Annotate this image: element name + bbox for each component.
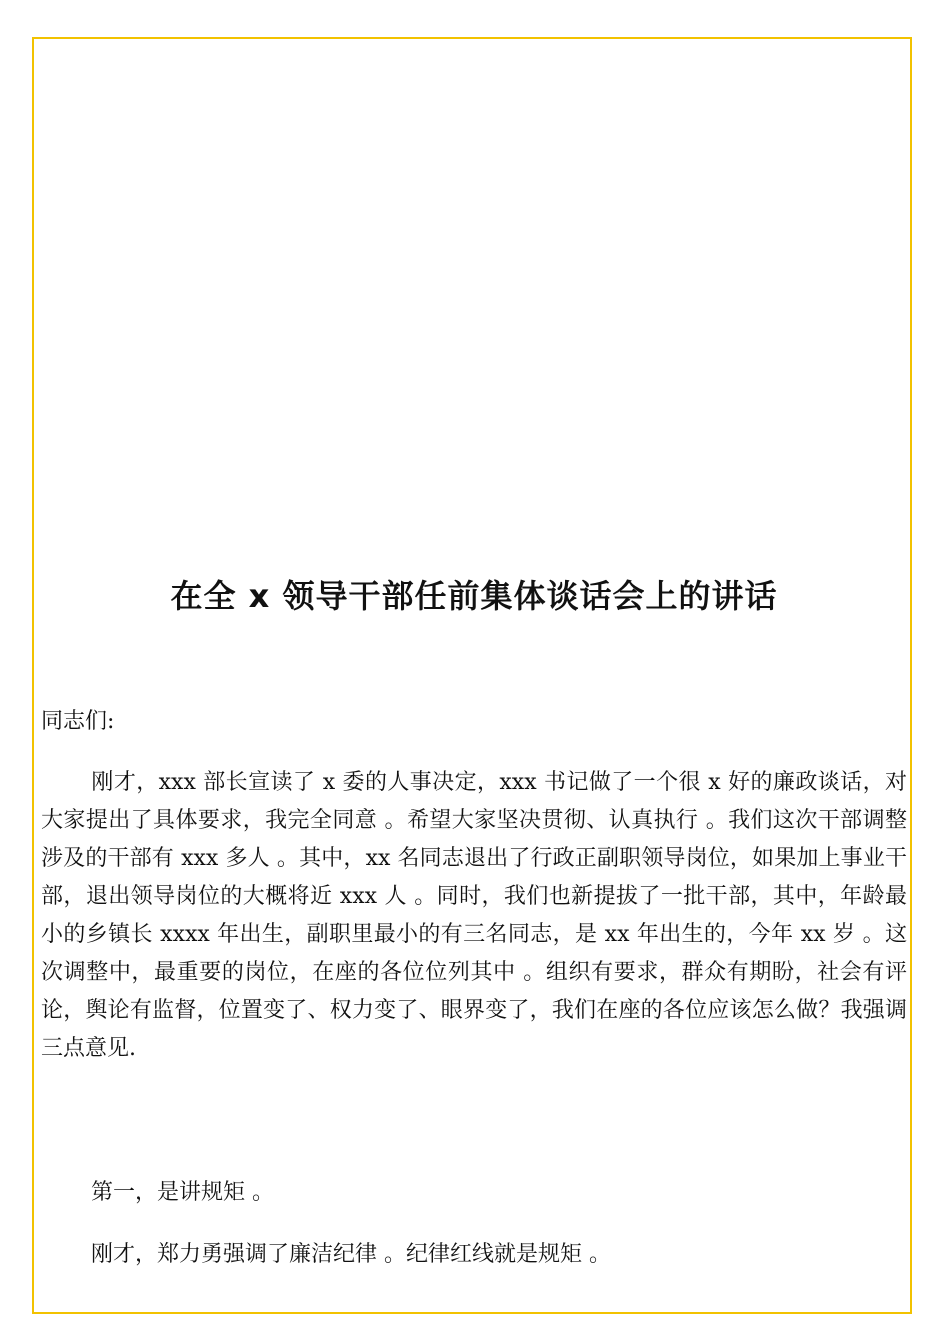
body-paragraph-3: 刚才，郑力勇强调了廉洁纪律 。纪律红线就是规矩 。	[91, 1242, 611, 1267]
body-paragraph-1: 刚才，xxx 部长宣读了 x 委的人事决定，xxx 书记做了一个很 x 好的廉政谈话，对大家提出了具体要求，我完全同意 。希望大家坚决贯彻、认真执行 。我们这次干部调整涉及的干部有 xxx 多人 。其中，xx 名同志退出了行政正副职领导岗位，如果加上事业干部，退出领导岗位的大概将近 xxx 人 。同时，我们也新提拔了一批干部，其中，年龄最小的乡镇长 xxxx 年出生，副职里最小的有三名同志，是 xx 年出生的，今年 xx 岁 。这次调整中，最重要的岗位，在座的各位位列其中 。组织有要求，群众有期盼，社会有评论，舆论有监督，位置变了、权力变了、眼界变了，我们在座的各位应该怎么做？我强调三点意见.	[41, 770, 907, 1061]
salutation: 同志们:	[41, 709, 115, 734]
page-border-frame	[32, 37, 912, 1314]
document-title: 在全 x 领导干部任前集体谈话会上的讲话	[170, 577, 778, 615]
body-paragraph-2: 第一，是讲规矩 。	[91, 1180, 274, 1205]
